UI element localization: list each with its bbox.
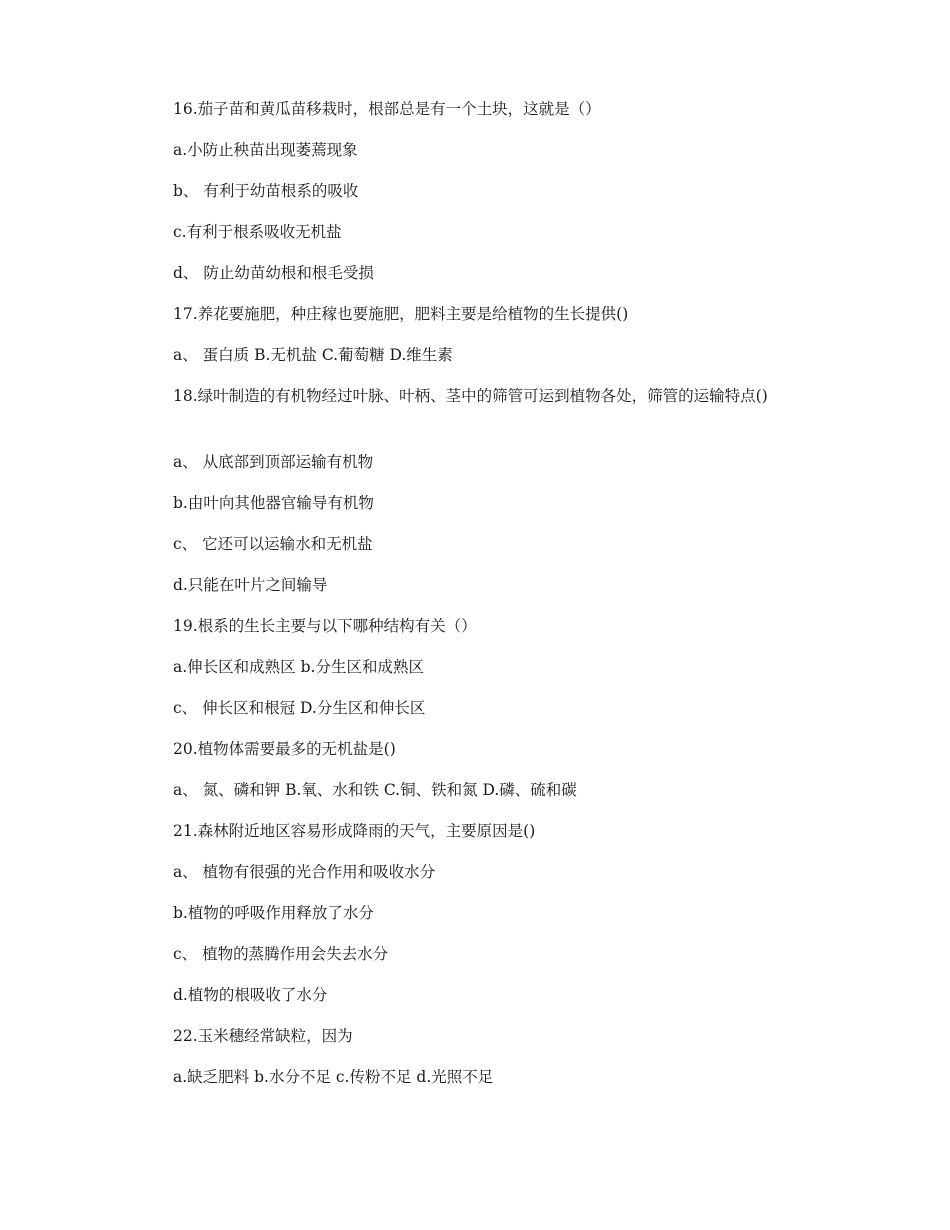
options-22: a.缺乏肥料 b.水分不足 c.传粉不足 d.光照不足 (173, 1068, 494, 1086)
option-21d: d.植物的根吸收了水分 (173, 986, 328, 1004)
option-21b: b.植物的呼吸作用释放了水分 (173, 904, 374, 922)
options-20: a、 氮、磷和钾 B.氧、水和铁 C.铜、铁和氮 D.磷、硫和碳 (173, 781, 577, 799)
question-20: 20.植物体需要最多的无机盐是() (173, 740, 396, 758)
option-18a: a、 从底部到顶部运输有机物 (173, 453, 374, 471)
question-19: 19.根系的生长主要与以下哪种结构有关（） (173, 617, 477, 635)
question-16: 16.茄子苗和黄瓜苗移栽时，根部总是有一个土块，这就是（） (173, 100, 601, 118)
option-16b: b、 有利于幼苗根系的吸收 (173, 182, 359, 200)
options-17: a、 蛋白质 B.无机盐 C.葡萄糖 D.维生素 (173, 346, 453, 364)
question-22: 22.玉米穗经常缺粒，因为 (173, 1027, 353, 1045)
option-21c: c、 植物的蒸腾作用会失去水分 (173, 945, 389, 963)
options-19-cd: c、 伸长区和根冠 D.分生区和伸长区 (173, 699, 426, 717)
option-16d: d、 防止幼苗幼根和根毛受损 (173, 264, 374, 282)
option-16c: c.有利于根系吸收无机盐 (173, 223, 342, 241)
options-19-ab: a.伸长区和成熟区 b.分生区和成熟区 (173, 658, 424, 676)
question-21: 21.森林附近地区容易形成降雨的天气，主要原因是() (173, 822, 536, 840)
option-18c: c、 它还可以运输水和无机盐 (173, 535, 373, 553)
option-16a: a.小防止秧苗出现萎蔫现象 (173, 141, 358, 159)
option-18b: b.由叶向其他器官输导有机物 (173, 494, 374, 512)
question-18: 18.绿叶制造的有机物经过叶脉、叶柄、茎中的筛管可运到植物各处，筛管的运输特点() (173, 387, 768, 405)
question-17: 17.养花要施肥，种庄稼也要施肥，肥料主要是给植物的生长提供() (173, 305, 629, 323)
option-18d: d.只能在叶片之间输导 (173, 576, 328, 594)
option-21a: a、 植物有很强的光合作用和吸收水分 (173, 863, 436, 881)
